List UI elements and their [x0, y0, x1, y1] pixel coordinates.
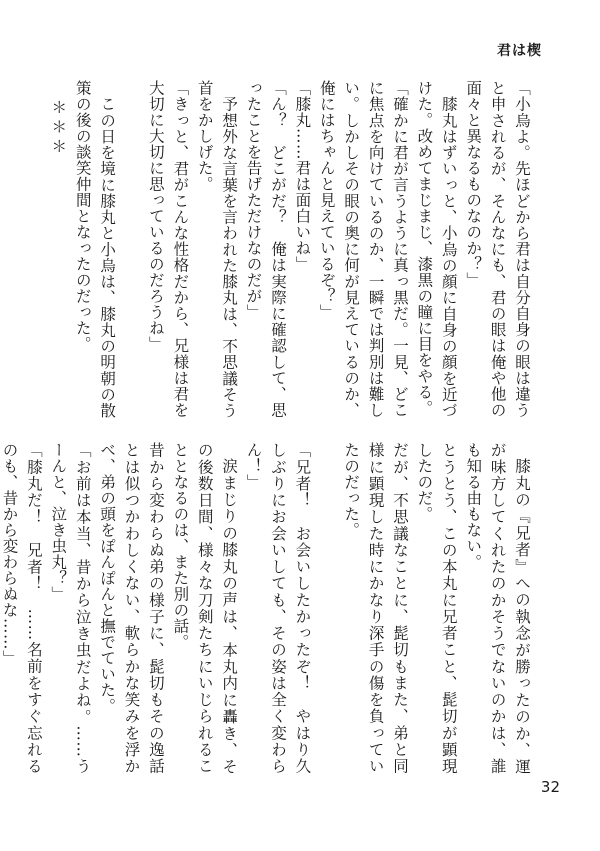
paragraph: 「確かに君が言うように真っ黒だ。一見、どこに焦点を向けているのか、一瞬では判別は難しい。しかしその眼の奥に何が見えているのか、俺にはちゃんと見えているぞ？」 [317, 80, 409, 418]
paragraph: 昔から変わらぬ弟の様子に、髭切もその逸話とは似つかわしくない、軟らかな笑みを浮かべ、弟の頭をぽんぽんと撫でていた。 [98, 442, 165, 774]
upper-text-column [49, 80, 534, 419]
blank-line [119, 80, 143, 418]
paragraph: 「ん？ どこがだ？ 俺は実際に確認して、思ったことを告げただけなのだが」 [244, 80, 287, 418]
paragraph: 「お前は本当、昔から泣き虫だよね。……うーんと、泣き虫丸？」 [49, 442, 92, 774]
paragraph: 涙まじりの膝丸の声は、本丸内に轟き、その後数日間、様々な刀剣たちにいじられることとなるのは、また別の話。 [171, 442, 239, 774]
paragraph: 予想外な言葉を言われた膝丸は、不思議そう首をかしげた。 [195, 80, 239, 418]
paragraph: だが、不思議なことに、髭切もまた、弟と同様に顕現した時にかなり深手の傷を負っていたのだった。 [342, 442, 409, 775]
paragraph: 「兄者！ お会いしたかったぞ！ やはり久しぶりにお会いしても、その姿は全く変わらん！」 [244, 442, 312, 775]
paragraph: 「膝丸……君は面白いね」 [293, 80, 312, 272]
lower-text-column [0, 442, 534, 775]
paragraph: 「きっと、君がこんな性格だから、兄様は君を大切に大切に思っているのだろうね」 [146, 80, 190, 418]
paragraph: この日を境に膝丸と小烏は、膝丸の明朝の散策の後の談笑仲間となったのだった。 [73, 80, 117, 418]
page-number: 32 [540, 778, 560, 796]
paragraph: 膝丸はずいっと、小烏の顔に自身の顔を近づけた。改めてまじまじ、漆黒の瞳に目をやる。 [415, 80, 458, 419]
paragraph: 膝丸の『兄者』への執念が勝ったのか、運が味方してくれたのかそうでないのかは、誰も知る由もない。 [464, 442, 531, 774]
paragraph: 「小烏よ。先ほどから君は自分自身の眼は違うと申されるが、そんなにも、君の眼は俺や他の面々と異なるものなのか？」 [464, 80, 531, 418]
blank-line [314, 442, 338, 774]
section-break: ＊＊＊ [49, 98, 68, 158]
paragraph: とうとう、この本丸に兄者こと、髭切が顕現したのだ。 [415, 442, 458, 775]
running-title: 君は楔 [497, 43, 542, 59]
paragraph: 「膝丸だ！ 兄者！ ……名前をすぐ忘れるのも、昔から変わらぬな……」 [0, 442, 43, 774]
